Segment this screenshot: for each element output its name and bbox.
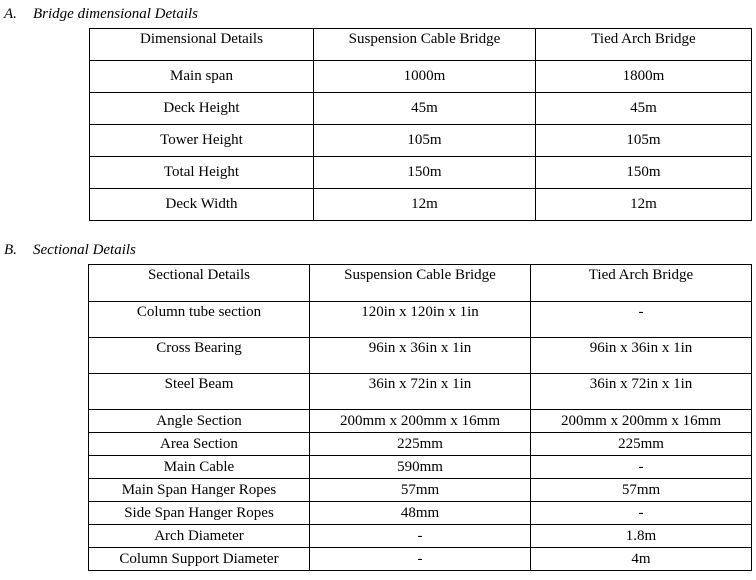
section-b-marker: B.	[4, 242, 17, 258]
table-cell: 150m	[536, 157, 752, 189]
table-cell: -	[531, 456, 752, 479]
table-cell: 57mm	[310, 479, 531, 502]
table-row	[89, 302, 752, 338]
table-cell: 200mm x 200mm x 16mm	[531, 410, 752, 433]
bridge-dimensional-details-table	[89, 28, 752, 221]
table-header-row	[90, 29, 752, 61]
table-cell: 12m	[314, 189, 536, 221]
table-cell: 1.8m	[531, 525, 752, 548]
table-cell: -	[531, 302, 752, 338]
table-row	[89, 374, 752, 410]
column-header: Sectional Details	[89, 265, 310, 302]
table-cell: Steel Beam	[89, 374, 310, 410]
table-row	[89, 456, 752, 479]
section-a-title: Bridge dimensional Details	[33, 6, 198, 22]
table-cell: 36in x 72in x 1in	[310, 374, 531, 410]
table-cell: 12m	[536, 189, 752, 221]
table-cell: 590mm	[310, 456, 531, 479]
table-cell: -	[310, 525, 531, 548]
table-cell: 105m	[314, 125, 536, 157]
table-row	[90, 157, 752, 189]
table-cell: Angle Section	[89, 410, 310, 433]
section-a-marker: A.	[4, 6, 17, 22]
table-cell: -	[310, 548, 531, 571]
table-cell: 200mm x 200mm x 16mm	[310, 410, 531, 433]
table-cell: 225mm	[531, 433, 752, 456]
table-cell: 1000m	[314, 61, 536, 93]
table-cell: 96in x 36in x 1in	[531, 338, 752, 374]
table-cell: Area Section	[89, 433, 310, 456]
table-cell: Column Support Diameter	[89, 548, 310, 571]
column-header: Tied Arch Bridge	[536, 29, 752, 61]
table-row	[90, 189, 752, 221]
table-row	[89, 433, 752, 456]
column-header: Dimensional Details	[90, 29, 314, 61]
table-row	[89, 548, 752, 571]
table-cell: 45m	[314, 93, 536, 125]
table-cell: 4m	[531, 548, 752, 571]
column-header: Suspension Cable Bridge	[310, 265, 531, 302]
table-row	[90, 61, 752, 93]
table-cell: Tower Height	[90, 125, 314, 157]
table-row	[89, 338, 752, 374]
table-cell: 36in x 72in x 1in	[531, 374, 752, 410]
column-header: Suspension Cable Bridge	[314, 29, 536, 61]
table-row	[89, 502, 752, 525]
table-cell: Main Cable	[89, 456, 310, 479]
table-row	[89, 479, 752, 502]
table-cell: 120in x 120in x 1in	[310, 302, 531, 338]
table-cell: 48mm	[310, 502, 531, 525]
table-cell: Deck Height	[90, 93, 314, 125]
sectional-details-table	[88, 264, 752, 571]
table-cell: Arch Diameter	[89, 525, 310, 548]
table-cell: Side Span Hanger Ropes	[89, 502, 310, 525]
table-cell: 57mm	[531, 479, 752, 502]
table-cell: Cross Bearing	[89, 338, 310, 374]
section-b-heading	[4, 242, 136, 259]
table-cell: Total Height	[90, 157, 314, 189]
table-cell: 96in x 36in x 1in	[310, 338, 531, 374]
table-header-row	[89, 265, 752, 302]
table-row	[89, 525, 752, 548]
column-header: Tied Arch Bridge	[531, 265, 752, 302]
table-cell: 45m	[536, 93, 752, 125]
table-cell: Main Span Hanger Ropes	[89, 479, 310, 502]
table-cell: Deck Width	[90, 189, 314, 221]
table-cell: Main span	[90, 61, 314, 93]
section-b-title: Sectional Details	[33, 242, 136, 258]
table-cell: 105m	[536, 125, 752, 157]
table-row	[90, 93, 752, 125]
table-cell: 225mm	[310, 433, 531, 456]
table-cell: 1800m	[536, 61, 752, 93]
table-cell: 150m	[314, 157, 536, 189]
table-row	[90, 125, 752, 157]
section-a-heading	[4, 6, 198, 23]
table-cell: -	[531, 502, 752, 525]
table-row	[89, 410, 752, 433]
table-cell: Column tube section	[89, 302, 310, 338]
